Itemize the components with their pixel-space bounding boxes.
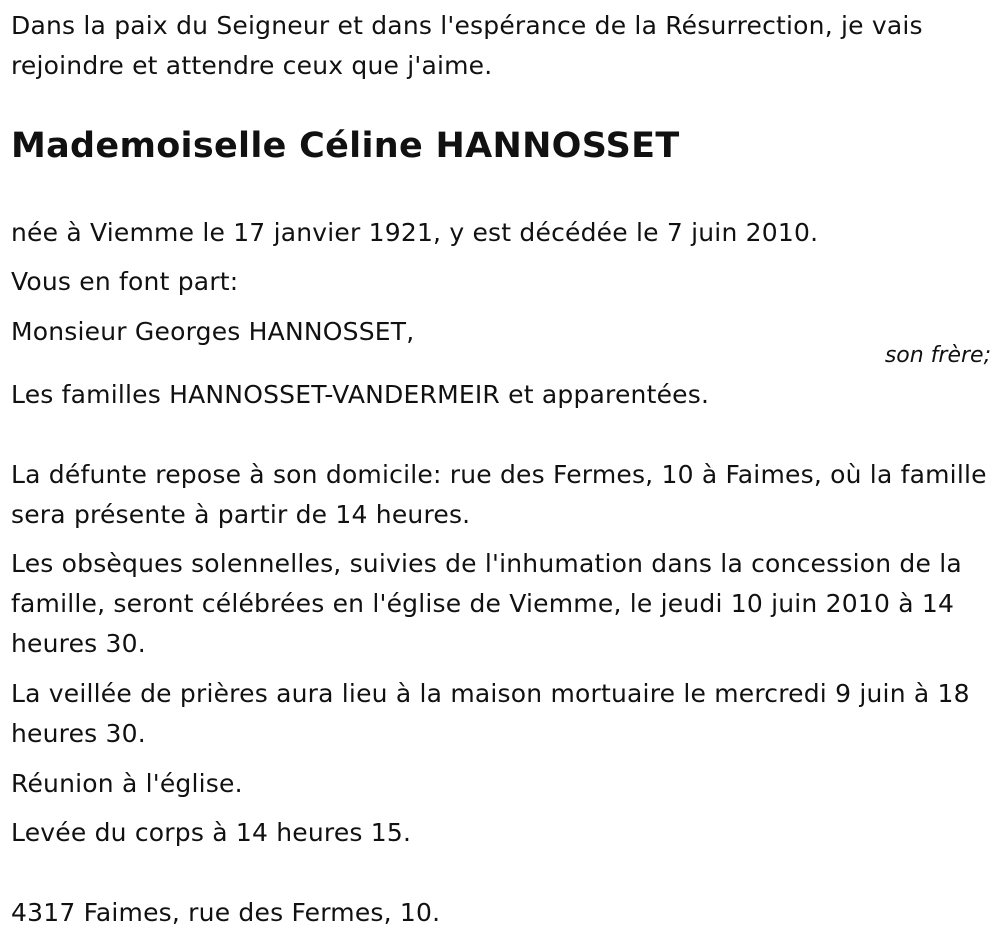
procession-text: Levée du corps à 14 heures 15. <box>11 818 412 847</box>
intro-text: Dans la paix du Seigneur et dans l'espérance de la Résurrection, je vais rejoindre et attendre ceux que j'aime. <box>11 11 923 80</box>
vigil-text: La veillée de prières aura lieu à la maison mortuaire le mercredi 9 juin à 18 heures 30. <box>11 679 970 748</box>
deceased-name: Mademoiselle Céline HANNOSSET <box>11 126 680 166</box>
address-text: 4317 Faimes, rue des Fermes, 10. <box>11 898 441 927</box>
relative-name: Monsieur Georges HANNOSSET, <box>11 317 415 346</box>
birth-death-text: née à Viemme le 17 janvier 1921, y est décédée le 7 juin 2010. <box>11 218 819 247</box>
announcement-text: Vous en font part: <box>11 267 239 296</box>
relative-role: son frère; <box>884 343 991 368</box>
rest-location-text: La défunte repose à son domicile: rue des Fermes, 10 à Faimes, où la famille sera présente à partir de 14 heures. <box>11 460 987 529</box>
funeral-text: Les obsèques solennelles, suivies de l'inhumation dans la concession de la famille, seront célébrées en l'église de Viemme, le jeudi 10 juin 2010 à 14 heures 30. <box>11 549 962 658</box>
meeting-text: Réunion à l'église. <box>11 769 243 798</box>
families-text: Les familles HANNOSSET-VANDERMEIR et apparentées. <box>11 380 710 409</box>
